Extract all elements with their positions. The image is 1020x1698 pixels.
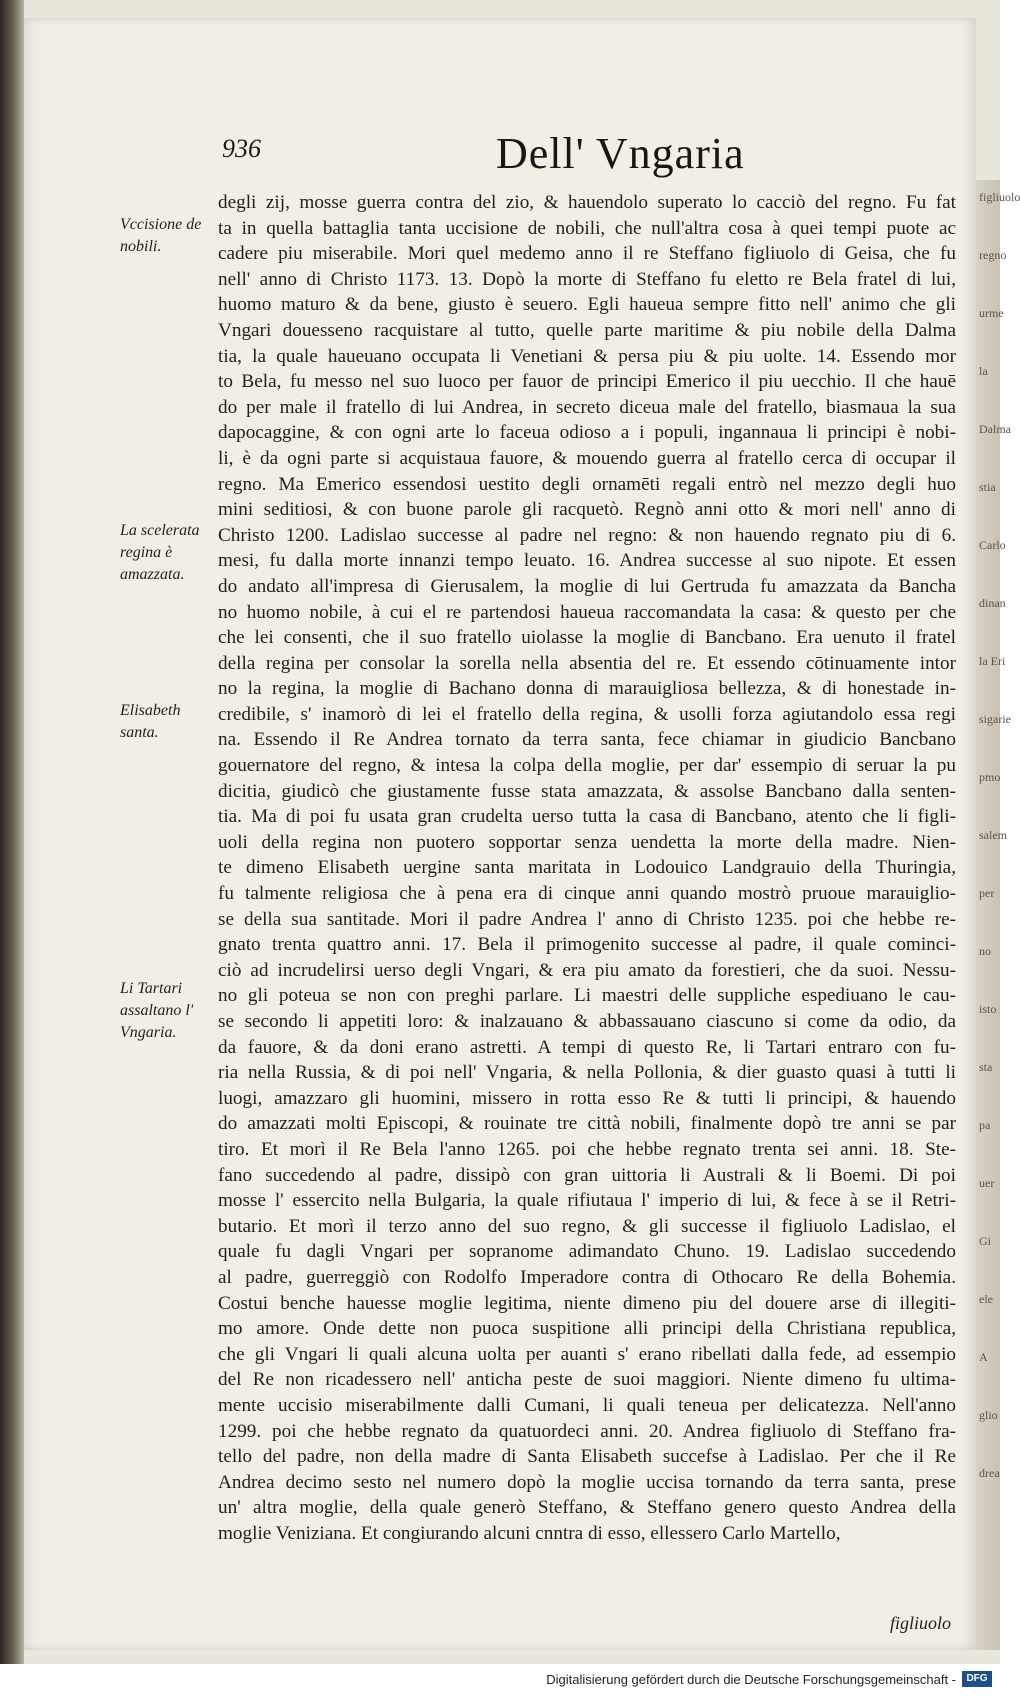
text-line: regno. Ma Emerico essendosi uestito degli ornamēti regali entrò nel mezzo degli huo [218,473,956,495]
body-text [218,190,956,1546]
text-line: butario. Et morì il terzo anno del suo regno, & gli successe il figliuolo Ladislao, el [218,1215,956,1237]
text-line: Christo 1200. Ladislao successe al padre nel regno: & non hauendo regnato piu di 6. [218,524,956,546]
facing-page-fragment: sta [979,1060,993,1074]
margin-note: Elisabeth santa. [120,702,181,741]
text-line: tiro. Et morì il Re Bela l'anno 1265. poi che hebbe regnato trenta sei anni. 18. Ste- [218,1138,956,1160]
running-head: Dell' Vngaria [496,129,745,178]
text-line: Andrea decimo sesto nel numero dopò la moglie uccisa tornando da terra santa, prese [218,1471,956,1493]
text-line: mo amore. Onde dette non puoca suspitione alli principi della Christiana republica, [218,1318,956,1340]
facing-page-fragment: A [979,1350,988,1364]
text-line: che gli Vngari li quali alcuna uolta per auanti s' erano ribellati dalla fede, ad essempio [218,1343,956,1365]
text-line: mini seditiosi, & con buone parole gli racquetò. Regnò anni otto & mori nell' anno di [218,499,956,521]
text-line: moglie Veniziana. Et congiurando alcuni cnntra di esso, ellessero Carlo Martello, [218,1522,841,1544]
text-line: ta in quella battaglia tanta uccisione de nobili, che null'altra cosa à quei tempi puote ac [218,217,956,239]
facing-page-fragment: figliuolo [979,190,1020,204]
text-line: tia. Ma di poi fu usata gran crudelta uerso tutta la casa di Bancbano, atento che li figli- [218,806,956,828]
text-line: credibile, s' inamorò di lei el fratello della regina, & usolli forza agiutandolo essa regi [218,703,956,725]
catchword: figliuolo [890,1613,952,1633]
text-line: no huomo nobile, à cui el re partendosi haueua raccomandata la casa: & questo per che [218,601,956,623]
text-line: gouernatore del regno, & intesa la colpa della moglie, per dar' essempio di seruar la pu [218,755,956,777]
facing-page-fragment: Gi [979,1234,991,1248]
facing-page-fragment: glio [979,1408,998,1422]
text-line: degli zij, mosse guerra contra del zio, & hauendolo superato lo cacciò del regno. Fu fat [218,192,956,213]
text-line: cadere piu miserabile. Mori quel medemo anno il re Steffano figliuolo di Geisa, che fu [218,243,956,265]
facing-page-fragment: dinan [979,596,1006,610]
dfg-logo: DFG [962,1671,992,1687]
text-line: huomo maturo & da bene, giusto è seuero. Egli haueua sempre fitto nell' animo che gli [218,294,956,316]
text-line: da fauore, & da doni erano astretti. A tempi di questo Re, li Tartari entraro con fu- [218,1036,956,1058]
text-line: do amazzati molti Episcopi, & rouinate tre città nobili, finalmente dopò tre anni se par [218,1113,956,1135]
text-line: luogi, amazzaro gli huomini, missero in rotta esso Re & tutti li principi, & hauendo [218,1087,956,1109]
text-line: uoli della regina non puotero sopportar senza uendetta la morte della madre. Nien- [218,831,956,853]
text-line: del Re non ricadessero nell' anticha peste de suoi maggiori. Niente dimeno fu ultima- [218,1369,956,1391]
facing-page-fragment: ele [979,1292,993,1306]
facing-page-fragment: uer [979,1176,995,1190]
text-line: te dimeno Elisabeth uergine santa maritata in Lodouico Landgrauio della Thuringia, [218,857,956,879]
text-line: fano succedendo al padre, dissipò con gran uittoria li Australi & li Boemi. Di poi [218,1164,956,1186]
text-line: Vngari douesseno racquistare al tutto, quelle parte maritime & piu nobile della Dalma [218,319,956,341]
text-line: no la regina, la moglie di Bachano donna di marauigliosa bellezza, & di honestade in- [218,678,956,700]
text-line: 1299. poi che hebbe regnato da quatuordeci anni. 20. Andrea figliuolo di Steffano fra- [218,1420,956,1442]
facing-page-fragment: isto [979,1002,997,1016]
text-line: mosse l' essercito nella Bulgaria, la quale rifiutaua l' imperio di lui, & fece à se il Retri- [218,1190,956,1212]
text-line: Costui benche hauesse moglie legitima, niente dimeno piu del douere arse di illegiti- [218,1292,956,1314]
text-line: ria nella Russia, & di poi nell' Vngaria, & nella Pollonia, & dier guasto quasi à tutti li [218,1062,956,1084]
facing-page-fragment: Carlo [979,538,1006,552]
text-line: quale fu dagli Vngari per sopranome adimandato Chuno. 19. Ladislao succedendo [218,1241,956,1263]
text-line: se secondo li appetiti loro: & inalzauano & abbassauano ciascuno si come da odio, da [218,1011,956,1032]
facing-page-fragment: regno [979,248,1007,262]
text-line: to Bela, fu messo nel suo luoco per fauor de principi Emerico il piu uecchio. Il che hauē [218,371,956,393]
facing-page-fragment: la [979,364,988,378]
facing-page-fragment: stia [979,480,996,494]
text-line: al padre, guerreggiò con Rodolfo Imperadore contra di Othocaro Re della Bohemia. [218,1266,956,1288]
digitization-credit: Digitalisierung gefördert durch die Deutsche Forschungsgemeinschaft - [546,1672,956,1687]
facing-page-fragment: urme [979,306,1004,320]
text-line: se della sua santitade. Mori il padre Andrea l' anno di Christo 1235. poi che hebbe re- [218,908,956,930]
page-number: 936 [222,134,261,163]
facing-page-fragment: no [979,944,991,958]
text-line: ciò ad incrudelirsi uerso degli Vngari, & era piu amato da forestieri, che da suoi. Nessu- [218,959,956,981]
facing-page-fragment: Dalma [979,422,1011,436]
text-line: nell' anno di Christo 1173. 13. Dopò la morte di Steffano fu eletto re Bela fratel di lui, [218,268,956,290]
text-line: gnato trenta quattro anni. 17. Bela il primogenito successe al padre, il quale cominci- [218,934,956,956]
margin-note: Li Tartari assaltano l' Vngaria. [120,980,194,1041]
facing-page-fragment: pa [979,1118,991,1132]
text-line: dicitia, giudicò che giustamente fusse stata amazzata, & assolse Bancbano dalla senten- [218,780,956,802]
text-line: no gli poteua se non con preghi parlare. Li maestri delle suppliche espediuano le cau- [218,985,956,1007]
facing-page-fragment: per [979,886,995,900]
text-line: fu talmente religiosa che à pena era di cinque anni quando mostrò pruoue marauiglio- [218,883,956,905]
footer-bar [0,1664,1000,1698]
text-line: tello del padre, non della madre di Santa Elisabeth succefse à Ladislao. Per che il Re [218,1446,956,1468]
margin-note: La scelerata regina è amazzata. [120,522,200,583]
text-line: do andato all'impresa di Gierusalem, la moglie di lui Gertruda fu amazzata da Bancha [218,575,956,597]
margin-note: Vccisione de nobili. [120,216,202,255]
text-line: do per male il fratello di lui Andrea, in secreto diceua male del fratello, biasmaua la sua [218,396,956,418]
facing-page-fragment: drea [979,1466,1000,1480]
facing-page-fragment: salem [979,828,1007,842]
book-spine [0,0,24,1664]
text-line: tia, la quale haueuano occupata li Venetiani & persa piu & piu uolte. 14. Essendo mor [218,345,956,367]
text-line: na. Essendo il Re Andrea tornato da terra santa, fece chiamar in giudicio Bancbano [218,729,956,751]
text-line: mente uccisio miserabilmente dalli Cumani, li quali teneua per delicatezza. Nell'anno [218,1394,956,1416]
text-line: un' altra moglie, della quale generò Steffano, & Steffano genero questo Andrea della [218,1497,956,1519]
facing-page-fragment: sigarie [979,712,1011,726]
facing-page-fragment: pmo [979,770,1001,784]
text-line: che lei consenti, che il suo fratello uiolasse la moglie di Bancbano. Era uenuto il fratel [218,627,956,649]
facing-page-edge [976,180,1020,1650]
text-line: li, è da ogni parte si acquistaua fauore, & mouendo guerra al fratello cerca di occupar il [218,447,956,469]
facing-page-fragment: la Eri [979,654,1006,668]
text-line: mesi, fu dalla morte innanzi tempo leuato. 16. Andrea successe al suo nipote. Et essen [218,550,956,572]
text-line: dapocaggine, & con ogni arte lo faceua odioso a i populi, ingannaua li principi è nobi- [218,422,956,444]
text-line: della regina per consolar la sorella nella absentia del re. Et essendo cōtinuamente intor [218,652,956,674]
